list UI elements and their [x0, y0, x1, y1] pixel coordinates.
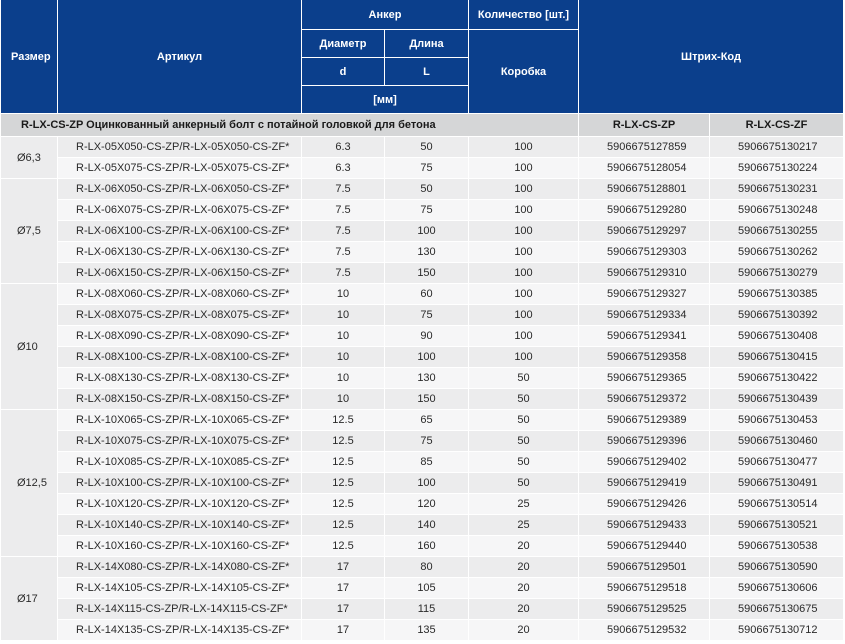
barcode-zp-cell: 5906675129532: [579, 620, 710, 641]
barcode-zp-cell: 5906675129433: [579, 515, 710, 536]
article-cell: R-LX-14X080-CS-ZP/R-LX-14X080-CS-ZF*: [58, 557, 302, 578]
length-cell: 130: [385, 242, 469, 263]
header-unit: [мм]: [302, 86, 469, 114]
length-cell: 50: [385, 137, 469, 158]
length-cell: 50: [385, 179, 469, 200]
barcode-zf-cell: 5906675130439: [710, 389, 844, 410]
header-d: d: [302, 58, 385, 86]
table-row: [1, 347, 844, 368]
barcode-zp-cell: 5906675129396: [579, 431, 710, 452]
box-cell: 100: [469, 347, 579, 368]
diameter-cell: 12.5: [302, 452, 385, 473]
barcode-zf-cell: 5906675130231: [710, 179, 844, 200]
table-row: [1, 368, 844, 389]
article-cell: R-LX-08X100-CS-ZP/R-LX-08X100-CS-ZF*: [58, 347, 302, 368]
header-quantity: Количество [шт.]: [469, 0, 579, 30]
size-cell: Ø7,5: [1, 179, 58, 284]
barcode-zf-cell: 5906675130385: [710, 284, 844, 305]
article-cell: R-LX-10X100-CS-ZP/R-LX-10X100-CS-ZF*: [58, 473, 302, 494]
size-cell: Ø6,3: [1, 137, 58, 179]
diameter-cell: 6.3: [302, 137, 385, 158]
barcode-zp-cell: 5906675129372: [579, 389, 710, 410]
barcode-zp-cell: 5906675129327: [579, 284, 710, 305]
article-cell: R-LX-06X130-CS-ZP/R-LX-06X130-CS-ZF*: [58, 242, 302, 263]
diameter-cell: 7.5: [302, 221, 385, 242]
header-article: Артикул: [58, 0, 302, 114]
barcode-zf-cell: 5906675130279: [710, 263, 844, 284]
length-cell: 80: [385, 557, 469, 578]
diameter-cell: 12.5: [302, 515, 385, 536]
length-cell: 115: [385, 599, 469, 620]
box-cell: 50: [469, 410, 579, 431]
barcode-zf-cell: 5906675130255: [710, 221, 844, 242]
table-row: [1, 137, 844, 158]
article-cell: R-LX-08X060-CS-ZP/R-LX-08X060-CS-ZF*: [58, 284, 302, 305]
barcode-zp-cell: 5906675129440: [579, 536, 710, 557]
header-box: Коробка: [469, 30, 579, 114]
barcode-zp-cell: 5906675127859: [579, 137, 710, 158]
barcode-zp-cell: 5906675129341: [579, 326, 710, 347]
table-row: [1, 515, 844, 536]
length-cell: 100: [385, 221, 469, 242]
table-row: [1, 284, 844, 305]
box-cell: 50: [469, 368, 579, 389]
box-cell: 50: [469, 452, 579, 473]
table-header: [1, 0, 844, 114]
article-cell: R-LX-14X135-CS-ZP/R-LX-14X135-CS-ZF*: [58, 620, 302, 641]
length-cell: 75: [385, 431, 469, 452]
diameter-cell: 12.5: [302, 536, 385, 557]
table-row: [1, 242, 844, 263]
barcode-zf-cell: 5906675130460: [710, 431, 844, 452]
table-row: [1, 221, 844, 242]
barcode-zf-cell: 5906675130453: [710, 410, 844, 431]
table-row: [1, 536, 844, 557]
article-cell: R-LX-06X100-CS-ZP/R-LX-06X100-CS-ZF*: [58, 221, 302, 242]
section-code-zp: R-LX-CS-ZP: [579, 114, 710, 137]
length-cell: 135: [385, 620, 469, 641]
article-cell: R-LX-08X130-CS-ZP/R-LX-08X130-CS-ZF*: [58, 368, 302, 389]
barcode-zf-cell: 5906675130477: [710, 452, 844, 473]
article-cell: R-LX-06X050-CS-ZP/R-LX-06X050-CS-ZF*: [58, 179, 302, 200]
box-cell: 20: [469, 599, 579, 620]
length-cell: 150: [385, 263, 469, 284]
box-cell: 100: [469, 179, 579, 200]
section-title: R-LX-CS-ZP Оцинкованный анкерный болт с потайной головкой для бетона: [1, 114, 579, 137]
table-row: [1, 158, 844, 179]
diameter-cell: 17: [302, 578, 385, 599]
article-cell: R-LX-06X075-CS-ZP/R-LX-06X075-CS-ZF*: [58, 200, 302, 221]
diameter-cell: 10: [302, 326, 385, 347]
barcode-zf-cell: 5906675130675: [710, 599, 844, 620]
table-row: [1, 473, 844, 494]
box-cell: 25: [469, 515, 579, 536]
barcode-zp-cell: 5906675129426: [579, 494, 710, 515]
barcode-zf-cell: 5906675130408: [710, 326, 844, 347]
table-row: [1, 179, 844, 200]
box-cell: 20: [469, 578, 579, 599]
length-cell: 120: [385, 494, 469, 515]
barcode-zp-cell: 5906675129303: [579, 242, 710, 263]
table-row: [1, 452, 844, 473]
table-row: [1, 200, 844, 221]
table-body: [1, 114, 844, 641]
box-cell: 20: [469, 557, 579, 578]
box-cell: 20: [469, 536, 579, 557]
barcode-zp-cell: 5906675129389: [579, 410, 710, 431]
length-cell: 150: [385, 389, 469, 410]
size-cell: Ø12,5: [1, 410, 58, 557]
article-cell: R-LX-10X065-CS-ZP/R-LX-10X065-CS-ZF*: [58, 410, 302, 431]
section-row: [1, 114, 844, 137]
diameter-cell: 12.5: [302, 473, 385, 494]
barcode-zf-cell: 5906675130606: [710, 578, 844, 599]
box-cell: 20: [469, 620, 579, 641]
barcode-zf-cell: 5906675130712: [710, 620, 844, 641]
article-cell: R-LX-14X115-CS-ZP/R-LX-14X115-CS-ZF*: [58, 599, 302, 620]
article-cell: R-LX-06X150-CS-ZP/R-LX-06X150-CS-ZF*: [58, 263, 302, 284]
header-size: Размер: [1, 0, 58, 114]
diameter-cell: 10: [302, 389, 385, 410]
article-cell: R-LX-08X150-CS-ZP/R-LX-08X150-CS-ZF*: [58, 389, 302, 410]
length-cell: 160: [385, 536, 469, 557]
barcode-zf-cell: 5906675130538: [710, 536, 844, 557]
diameter-cell: 12.5: [302, 494, 385, 515]
table-row: [1, 578, 844, 599]
diameter-cell: 7.5: [302, 242, 385, 263]
diameter-cell: 17: [302, 557, 385, 578]
length-cell: 130: [385, 368, 469, 389]
box-cell: 100: [469, 242, 579, 263]
barcode-zp-cell: 5906675128801: [579, 179, 710, 200]
diameter-cell: 10: [302, 305, 385, 326]
length-cell: 75: [385, 200, 469, 221]
box-cell: 50: [469, 389, 579, 410]
barcode-zf-cell: 5906675130392: [710, 305, 844, 326]
header-diameter: Диаметр: [302, 30, 385, 58]
length-cell: 75: [385, 158, 469, 179]
barcode-zf-cell: 5906675130422: [710, 368, 844, 389]
header-length: Длина: [385, 30, 469, 58]
product-table: [1, 0, 844, 641]
length-cell: 90: [385, 326, 469, 347]
box-cell: 100: [469, 221, 579, 242]
barcode-zp-cell: 5906675129310: [579, 263, 710, 284]
barcode-zf-cell: 5906675130491: [710, 473, 844, 494]
table-row: [1, 305, 844, 326]
article-cell: R-LX-05X075-CS-ZP/R-LX-05X075-CS-ZF*: [58, 158, 302, 179]
diameter-cell: 10: [302, 284, 385, 305]
length-cell: 85: [385, 452, 469, 473]
length-cell: 60: [385, 284, 469, 305]
length-cell: 100: [385, 347, 469, 368]
length-cell: 105: [385, 578, 469, 599]
size-cell: Ø10: [1, 284, 58, 410]
barcode-zf-cell: 5906675130224: [710, 158, 844, 179]
barcode-zp-cell: 5906675129297: [579, 221, 710, 242]
box-cell: 100: [469, 200, 579, 221]
table-row: [1, 263, 844, 284]
diameter-cell: 7.5: [302, 200, 385, 221]
diameter-cell: 12.5: [302, 410, 385, 431]
table-row: [1, 620, 844, 641]
table-row: [1, 389, 844, 410]
barcode-zf-cell: 5906675130248: [710, 200, 844, 221]
diameter-cell: 17: [302, 599, 385, 620]
barcode-zf-cell: 5906675130590: [710, 557, 844, 578]
diameter-cell: 10: [302, 368, 385, 389]
barcode-zf-cell: 5906675130217: [710, 137, 844, 158]
box-cell: 100: [469, 137, 579, 158]
section-code-zf: R-LX-CS-ZF: [710, 114, 844, 137]
table-row: [1, 599, 844, 620]
barcode-zp-cell: 5906675129518: [579, 578, 710, 599]
barcode-zf-cell: 5906675130415: [710, 347, 844, 368]
length-cell: 75: [385, 305, 469, 326]
header-barcode: Штрих-Код: [579, 0, 844, 114]
article-cell: R-LX-08X090-CS-ZP/R-LX-08X090-CS-ZF*: [58, 326, 302, 347]
article-cell: R-LX-10X075-CS-ZP/R-LX-10X075-CS-ZF*: [58, 431, 302, 452]
barcode-zp-cell: 5906675129280: [579, 200, 710, 221]
table-row: [1, 431, 844, 452]
article-cell: R-LX-10X160-CS-ZP/R-LX-10X160-CS-ZF*: [58, 536, 302, 557]
article-cell: R-LX-05X050-CS-ZP/R-LX-05X050-CS-ZF*: [58, 137, 302, 158]
barcode-zp-cell: 5906675129365: [579, 368, 710, 389]
barcode-zp-cell: 5906675129402: [579, 452, 710, 473]
article-cell: R-LX-10X120-CS-ZP/R-LX-10X120-CS-ZF*: [58, 494, 302, 515]
box-cell: 100: [469, 284, 579, 305]
box-cell: 100: [469, 305, 579, 326]
table-row: [1, 326, 844, 347]
box-cell: 50: [469, 431, 579, 452]
diameter-cell: 7.5: [302, 263, 385, 284]
length-cell: 65: [385, 410, 469, 431]
length-cell: 100: [385, 473, 469, 494]
box-cell: 25: [469, 494, 579, 515]
diameter-cell: 17: [302, 620, 385, 641]
barcode-zp-cell: 5906675128054: [579, 158, 710, 179]
box-cell: 100: [469, 263, 579, 284]
article-cell: R-LX-08X075-CS-ZP/R-LX-08X075-CS-ZF*: [58, 305, 302, 326]
table-row: [1, 557, 844, 578]
barcode-zp-cell: 5906675129358: [579, 347, 710, 368]
barcode-zp-cell: 5906675129525: [579, 599, 710, 620]
barcode-zf-cell: 5906675130514: [710, 494, 844, 515]
diameter-cell: 10: [302, 347, 385, 368]
barcode-zp-cell: 5906675129334: [579, 305, 710, 326]
table-row: [1, 410, 844, 431]
barcode-zp-cell: 5906675129419: [579, 473, 710, 494]
size-cell: Ø17: [1, 557, 58, 641]
article-cell: R-LX-14X105-CS-ZP/R-LX-14X105-CS-ZF*: [58, 578, 302, 599]
box-cell: 50: [469, 473, 579, 494]
barcode-zf-cell: 5906675130262: [710, 242, 844, 263]
box-cell: 100: [469, 326, 579, 347]
header-anchor: Анкер: [302, 0, 469, 30]
box-cell: 100: [469, 158, 579, 179]
barcode-zf-cell: 5906675130521: [710, 515, 844, 536]
length-cell: 140: [385, 515, 469, 536]
article-cell: R-LX-10X140-CS-ZP/R-LX-10X140-CS-ZF*: [58, 515, 302, 536]
header-l: L: [385, 58, 469, 86]
article-cell: R-LX-10X085-CS-ZP/R-LX-10X085-CS-ZF*: [58, 452, 302, 473]
diameter-cell: 6.3: [302, 158, 385, 179]
barcode-zp-cell: 5906675129501: [579, 557, 710, 578]
diameter-cell: 12.5: [302, 431, 385, 452]
diameter-cell: 7.5: [302, 179, 385, 200]
table-row: [1, 494, 844, 515]
